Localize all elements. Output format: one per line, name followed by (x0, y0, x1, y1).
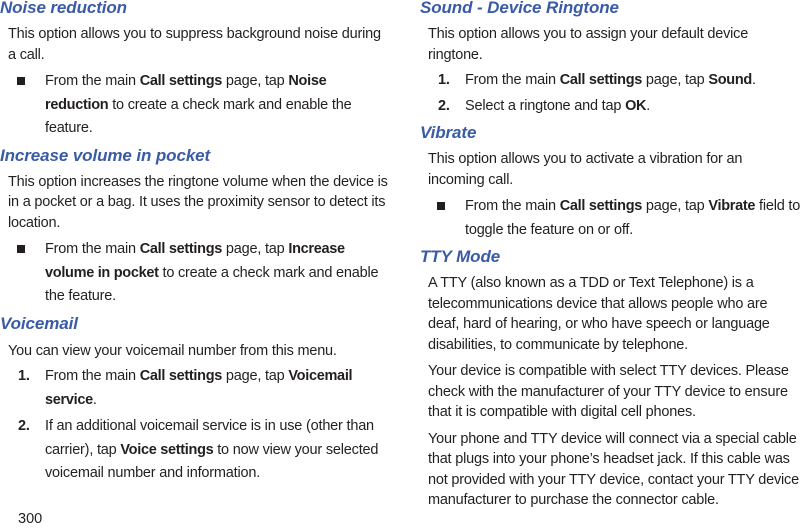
voicemail-description: You can view your voicemail number from this menu. (8, 342, 337, 359)
ui-ref-call-settings: Call settings (559, 72, 643, 88)
ringtone-step-1: 1. From the main Call settings page, tap Sound. (420, 69, 802, 93)
ui-ref-sound: Sound (708, 72, 752, 88)
square-bullet-icon (17, 245, 25, 253)
step-number: 1. (438, 72, 450, 88)
ui-ref-ok: OK (625, 97, 647, 114)
tty-paragraph-3: Your phone and TTY device will connect via a special cable that plugs into your phone’s headset jack. If this cable was not provided with your TTY device, contact your TTY device manufacturer to purchase the connector cable. (428, 430, 799, 508)
section-heading-voicemail: Voicemail (0, 313, 78, 333)
square-bullet-icon (17, 77, 25, 85)
section-heading-sound-ringtone: Sound - Device Ringtone (420, 0, 619, 17)
voicemail-step-1: 1. From the main Call settings page, tap Voicemail service. (0, 365, 392, 412)
ui-ref-call-settings: Call settings (139, 368, 223, 384)
ui-ref-noise-reduction: Noise reduction (45, 73, 327, 113)
square-bullet-icon (437, 202, 445, 210)
section-heading-noise-reduction: Noise reduction (0, 0, 127, 17)
right-column (420, 0, 802, 511)
step-number: 2. (18, 418, 30, 434)
vibrate-description: This option allows you to activate a vibration for an incoming call. (428, 151, 743, 188)
noise-reduction-bullet: From the main Call settings page, tap Noise reduction to create a check mark and enable the feature. (0, 70, 392, 141)
ui-ref-voicemail-service: Voicemail service (45, 368, 353, 408)
step-number: 1. (18, 368, 30, 384)
vibrate-bullet: From the main Call settings page, tap Vibrate field to toggle the feature on or off. (420, 195, 802, 242)
step-number: 2. (438, 97, 450, 114)
tty-paragraph-2: Your device is compatible with select TTY devices. Please check with the manufacturer of your TTY device to ensure that it is compatible with digital cell phones. (428, 363, 789, 420)
ui-ref-voice-settings: Voice settings (120, 441, 214, 458)
ui-ref-call-settings: Call settings (559, 198, 643, 214)
ringtone-step-2: 2. Select a ringtone and tap OK. (420, 95, 802, 119)
section-heading-tty-mode: TTY Mode (420, 247, 501, 266)
increase-volume-bullet: From the main Call settings page, tap Increase volume in pocket to create a check mark and enable the feature. (0, 238, 392, 309)
tty-paragraph-1: A TTY (also known as a TDD or Text Telephone) is a telecommunications device that allows people who are deaf, hard of hearing, or who have speech or language disabilities, to communicate by telephone. (428, 275, 770, 353)
ui-ref-increase-volume: Increase volume in pocket (45, 241, 345, 281)
page-number: 300 (18, 511, 43, 527)
increase-volume-description: This option increases the ringtone volume when the device is in a pocket or a bag. It uses the proximity sensor to detect its location. (8, 173, 388, 231)
section-heading-increase-volume: Increase volume in pocket (0, 145, 211, 165)
ui-ref-call-settings: Call settings (139, 241, 223, 257)
voicemail-step-2: 2. If an additional voicemail service is in use (other than carrier), tap Voice settings to now view your selected voicemail number and information. (0, 415, 392, 486)
ringtone-description: This option allows you to assign your default device ringtone. (428, 26, 749, 63)
ui-ref-call-settings: Call settings (139, 73, 223, 89)
left-column (0, 0, 392, 486)
ui-ref-vibrate: Vibrate (708, 198, 756, 214)
noise-reduction-description: This option allows you to suppress background noise during a call. (8, 26, 381, 63)
section-heading-vibrate: Vibrate (420, 123, 477, 142)
